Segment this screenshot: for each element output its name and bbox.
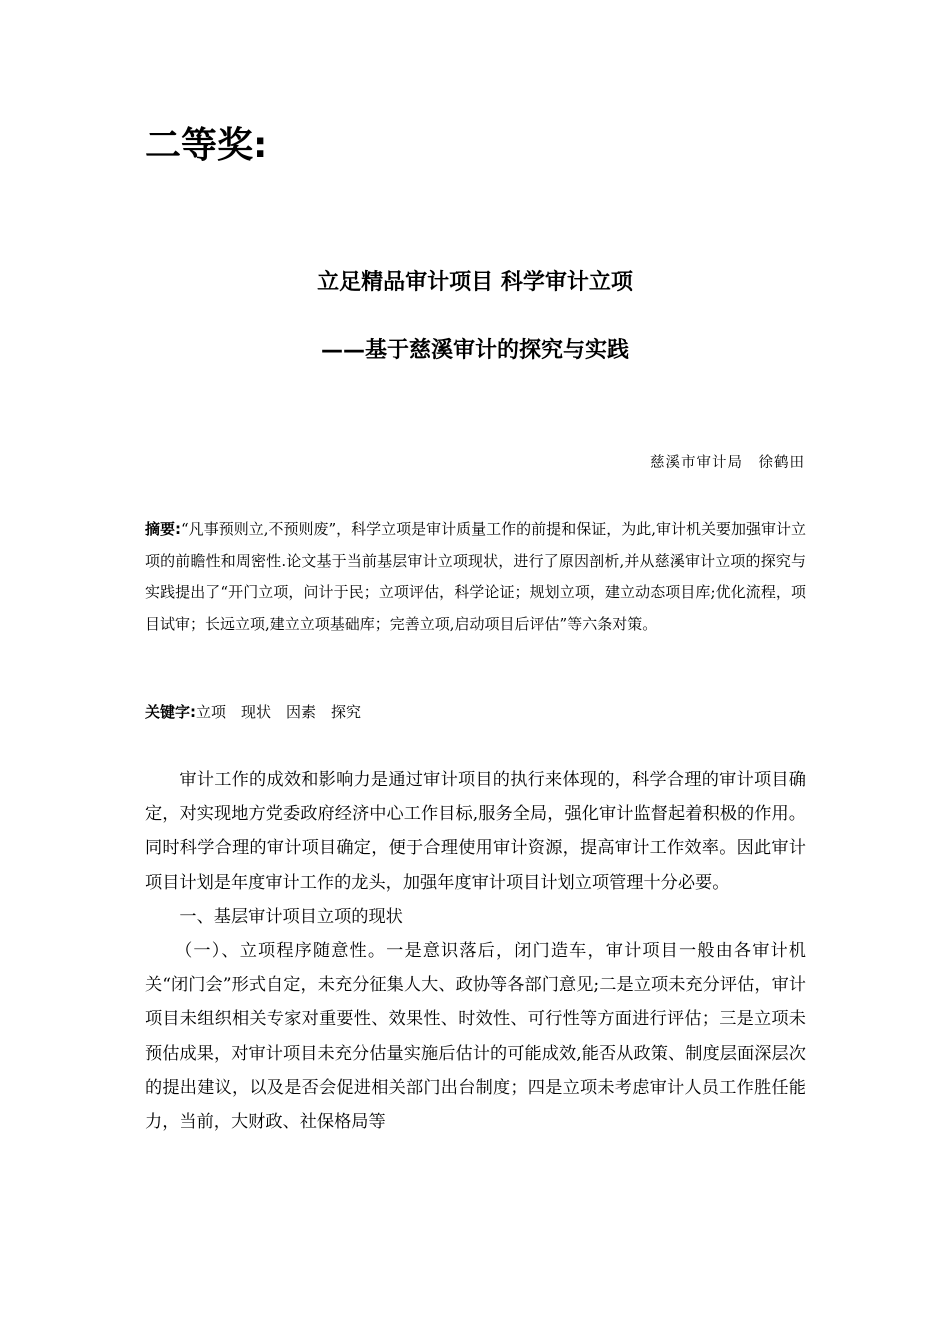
- abstract-text: “凡事预则立,不预则废”，科学立项是审计质量工作的前提和保证，为此,审计机关要加强审计立项的前瞻性和周密性.论文基于当前基层审计立项现状，进行了原因剖析,并从慈溪审计立项的探究与实践提出了“开门立项，问计于民；立项评估，科学论证；规划立项，建立动态项目库;优化流程，项目试审；长远立项,建立立项基础库；完善立项,启动项目后评估”等六条对策。: [145, 520, 806, 633]
- document-subtitle: ——基于慈溪审计的探究与实践: [320, 338, 629, 363]
- section-paragraph: （一）、立项程序随意性。一是意识落后，闭门造车，审计项目一般由各审计机关“闭门会”形式自定，未充分征集人大、政协等各部门意见;二是立项未充分评估，审计项目未组织相关专家对重要性、效果性、时效性、可行性等方面进行评估；三是立项未预估成果，对审计项目未充分估量实施后估计的可能成效,能否从政策、制度层面深层次的提出建议，以及是否会促进相关部门出台制度；四是立项未考虑审计人员工作胜任能力，当前，大财政、社保格局等: [145, 941, 806, 1133]
- keywords-line: [145, 698, 806, 726]
- section-heading: 一、基层审计项目立项的现状: [179, 906, 403, 927]
- award-heading: 二等奖:: [145, 125, 268, 166]
- keywords-label: 关键字:: [145, 703, 196, 721]
- abstract-label: 摘要:: [145, 520, 182, 538]
- author-line: 慈溪市审计局 徐鹤田: [650, 455, 805, 471]
- keywords-text: 立项 现状 因素 探究: [196, 703, 362, 721]
- abstract-block: [145, 514, 806, 640]
- document-title: 立足精品审计项目 科学审计立项: [317, 270, 633, 295]
- intro-paragraph: 审计工作的成效和影响力是通过审计项目的执行来体现的，科学合理的审计项目确定，对实现地方党委政府经济中心工作目标,服务全局，强化审计监督起着积极的作用。同时科学合理的审计项目确定，便于合理使用审计资源，提高审计工作效率。因此审计项目计划是年度审计工作的龙头，加强年度审计项目计划立项管理十分必要。: [145, 770, 806, 893]
- body-text: [145, 763, 806, 1139]
